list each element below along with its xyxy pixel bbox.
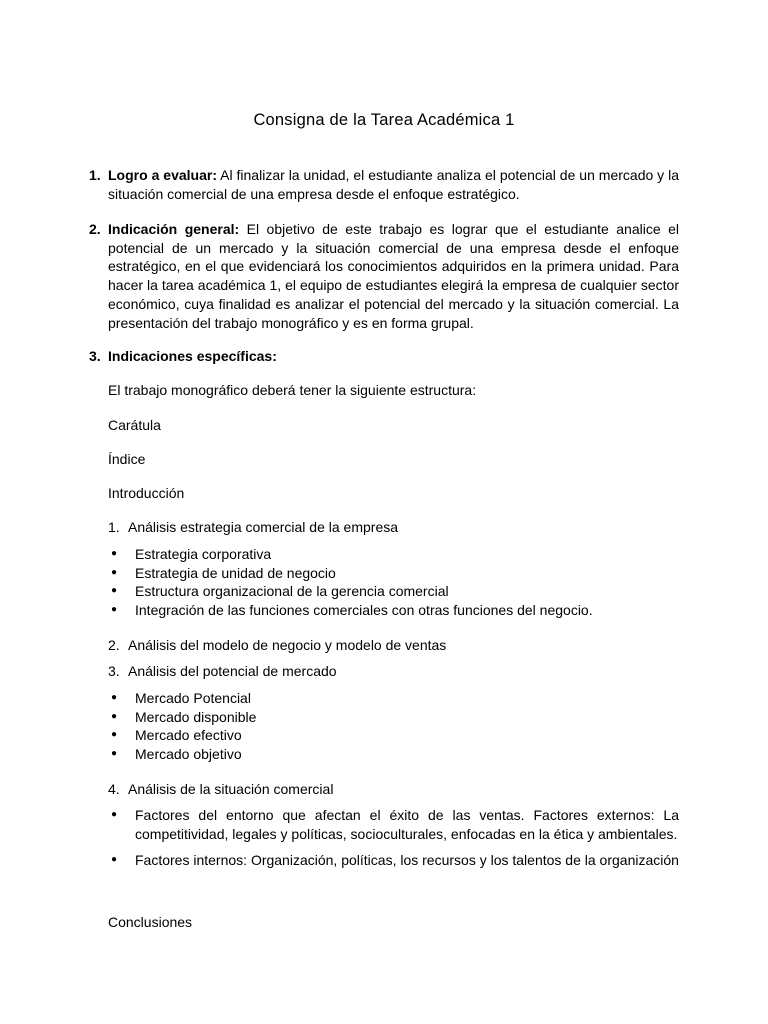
section-indicaciones-especificas: [89, 347, 679, 366]
section-body: [108, 166, 679, 203]
list-item-text: Factores del entorno que afectan el éxito de las ventas. Factores externos: La competitividad, legales y políticas, socioculturales, enfocadas en la ética y ambientales.: [135, 807, 679, 842]
list-item-text: Estrategia corporativa: [135, 546, 272, 562]
list-item-text: Mercado Potencial: [135, 690, 251, 706]
bullet-list-mercado: [108, 689, 679, 764]
list-item-text: Estrategia de unidad de negocio: [135, 564, 336, 581]
section-number: 3.: [89, 348, 101, 364]
section-number: 1.: [89, 167, 101, 183]
bullet-icon: ●: [111, 548, 118, 559]
list-item: [108, 545, 679, 564]
bullet-list-situacion: [108, 806, 679, 870]
list-item: [108, 601, 679, 620]
bullet-icon: ●: [111, 585, 118, 597]
item-caratula: Carátula: [108, 417, 161, 433]
list-item-text: Factores internos: Organización, políticas, los recursos y los talentos de la organización: [135, 852, 679, 869]
document-title: Consigna de la Tarea Académica 1: [253, 111, 515, 129]
subsection-situacion-comercial: [108, 780, 679, 799]
bullet-icon: ●: [111, 809, 118, 820]
list-item: [108, 726, 679, 745]
subsection-number: 1.: [108, 519, 120, 535]
bullet-icon: ●: [111, 729, 118, 741]
subsection-number: 3.: [108, 663, 120, 679]
bullet-list-estrategia: [108, 545, 679, 620]
bullet-icon: ●: [111, 604, 118, 616]
bullet-icon: ●: [111, 854, 118, 866]
item-indice: Índice: [108, 451, 146, 467]
list-item-text: Mercado efectivo: [135, 727, 242, 744]
subsection-estrategia-comercial: [108, 518, 679, 537]
list-item: [108, 582, 679, 601]
list-item: [108, 806, 679, 843]
section-text: El objetivo de este trabajo es lograr que el estudiante analice el potencial de un mercado y la situación comercial de una empresa desde el enfoque estratégico, en el que evidenciará los conocimientos adquiridos en la primera unidad. Para hacer la tarea académica 1, el equipo de estudiantes elegirá la empresa de cualquier sector económico, cuya finalidad es analizar el potencial del mercado y la situación comercial. La presentación del trabajo monográfico y es en forma grupal.: [108, 221, 680, 331]
subsection-modelo-negocio: [108, 636, 679, 655]
section-lead: Indicación general:: [108, 221, 240, 237]
list-item-text: Mercado objetivo: [135, 746, 242, 763]
subsection-title: Análisis estrategia comercial de la empresa: [128, 519, 399, 535]
subsection-potencial-mercado: [108, 662, 679, 681]
list-item: [108, 564, 679, 583]
list-item-text: Estructura organizacional de la gerencia comercial: [135, 583, 449, 600]
subsection-title: Análisis del modelo de negocio y modelo de ventas: [128, 637, 447, 653]
structure-intro: El trabajo monográfico deberá tener la siguiente estructura:: [108, 382, 477, 398]
list-item: [108, 851, 679, 870]
section-body: [108, 347, 679, 366]
item-introduccion: Introducción: [108, 485, 185, 501]
section-body: [108, 220, 679, 332]
subsection-number: 2.: [108, 637, 120, 653]
list-item: [108, 689, 679, 708]
list-item: [108, 708, 679, 727]
list-item-text: Integración de las funciones comerciales con otras funciones del negocio.: [135, 602, 593, 619]
section-lead: Indicaciones específicas:: [108, 348, 277, 364]
section-indicacion-general: [89, 220, 679, 332]
section-lead: Logro a evaluar:: [108, 167, 217, 183]
list-item: [108, 745, 679, 764]
section-logro: [89, 166, 679, 203]
subsection-title: Análisis del potencial de mercado: [128, 663, 337, 679]
bullet-icon: ●: [111, 566, 118, 578]
bullet-icon: ●: [111, 692, 118, 703]
subsection-title: Análisis de la situación comercial: [128, 781, 334, 797]
section-text: Al finalizar la unidad, el estudiante analiza el potencial de un mercado y la situación comercial de una empresa desde el enfoque estratégico.: [108, 167, 680, 202]
bullet-icon: ●: [111, 710, 118, 722]
list-item-text: Mercado disponible: [135, 708, 257, 725]
section-number: 2.: [89, 221, 101, 237]
bullet-icon: ●: [111, 748, 118, 760]
item-conclusiones: Conclusiones: [108, 914, 193, 930]
subsection-number: 4.: [108, 781, 120, 797]
